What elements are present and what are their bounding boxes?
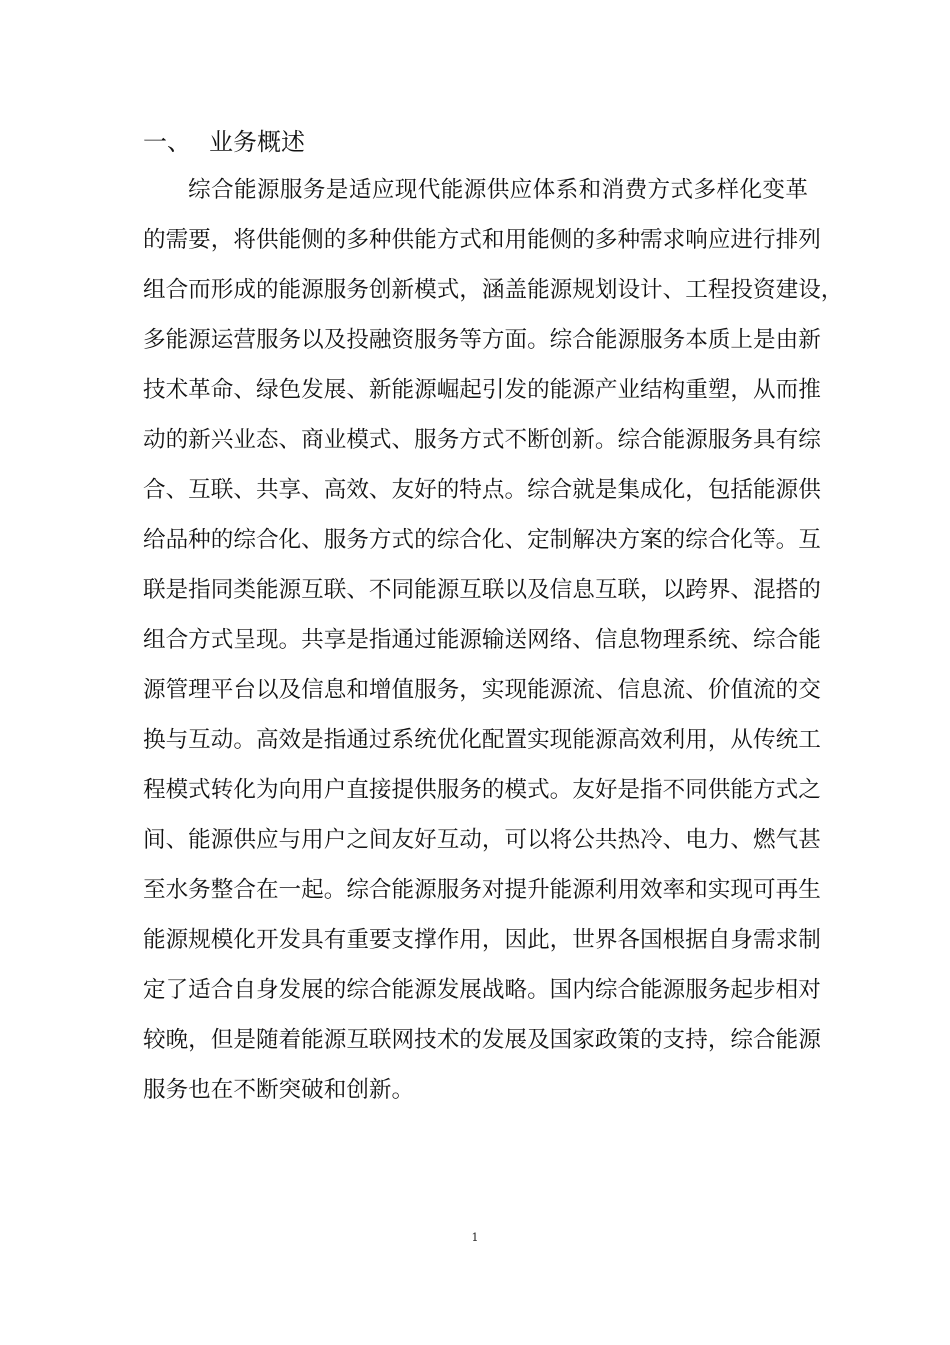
paragraph-line: 源管理平台以及信息和增值服务，实现能源流、信息流、价值流的交: [143, 677, 821, 703]
paragraph-line: 能源规模化开发具有重要支撑作用，因此，世界各国根据自身需求制: [143, 927, 821, 953]
paragraph-line: 组合方式呈现。共享是指通过能源输送网络、信息物理系统、综合能: [143, 627, 821, 653]
paragraph-line: 较晚，但是随着能源互联网技术的发展及国家政策的支持，综合能源: [143, 1027, 821, 1053]
paragraph-line: 动的新兴业态、商业模式、服务方式不断创新。综合能源服务具有综: [143, 427, 821, 453]
paragraph-line: 技术革命、绿色发展、新能源崛起引发的能源产业结构重塑，从而推: [143, 377, 821, 403]
paragraph-line: 综合能源服务是适应现代能源供应体系和消费方式多样化变革: [188, 177, 808, 203]
paragraph-line: 联是指同类能源互联、不同能源互联以及信息互联，以跨界、混搭的: [143, 577, 821, 603]
section-heading: [143, 124, 305, 160]
paragraph-line: 间、能源供应与用户之间友好互动，可以将公共热冷、电力、燃气甚: [143, 827, 821, 853]
paragraph-line: 的需要，将供能侧的多种供能方式和用能侧的多种需求响应进行排列: [143, 227, 821, 253]
section-title: 业务概述: [209, 128, 305, 156]
paragraph-line: 多能源运营服务以及投融资服务等方面。综合能源服务本质上是由新: [143, 327, 821, 353]
paragraph-line: 定了适合自身发展的综合能源发展战略。国内综合能源服务起步相对: [143, 977, 821, 1003]
page-number: 1: [471, 1231, 479, 1244]
body-paragraph: [143, 165, 844, 1115]
paragraph-line: 给品种的综合化、服务方式的综合化、定制解决方案的综合化等。互: [143, 527, 821, 553]
paragraph-line: 程模式转化为向用户直接提供服务的模式。友好是指不同供能方式之: [143, 777, 821, 803]
paragraph-line: 换与互动。高效是指通过系统优化配置实现能源高效利用，从传统工: [143, 727, 821, 753]
paragraph-line: 至水务整合在一起。综合能源服务对提升能源利用效率和实现可再生: [143, 877, 821, 903]
paragraph-line: 组合而形成的能源服务创新模式，涵盖能源规划设计、工程投资建设，: [143, 277, 844, 303]
paragraph-line: 服务也在不断突破和创新。: [143, 1077, 415, 1103]
section-number: 一、: [143, 128, 191, 156]
paragraph-line: 合、互联、共享、高效、友好的特点。综合就是集成化，包括能源供: [143, 477, 821, 503]
